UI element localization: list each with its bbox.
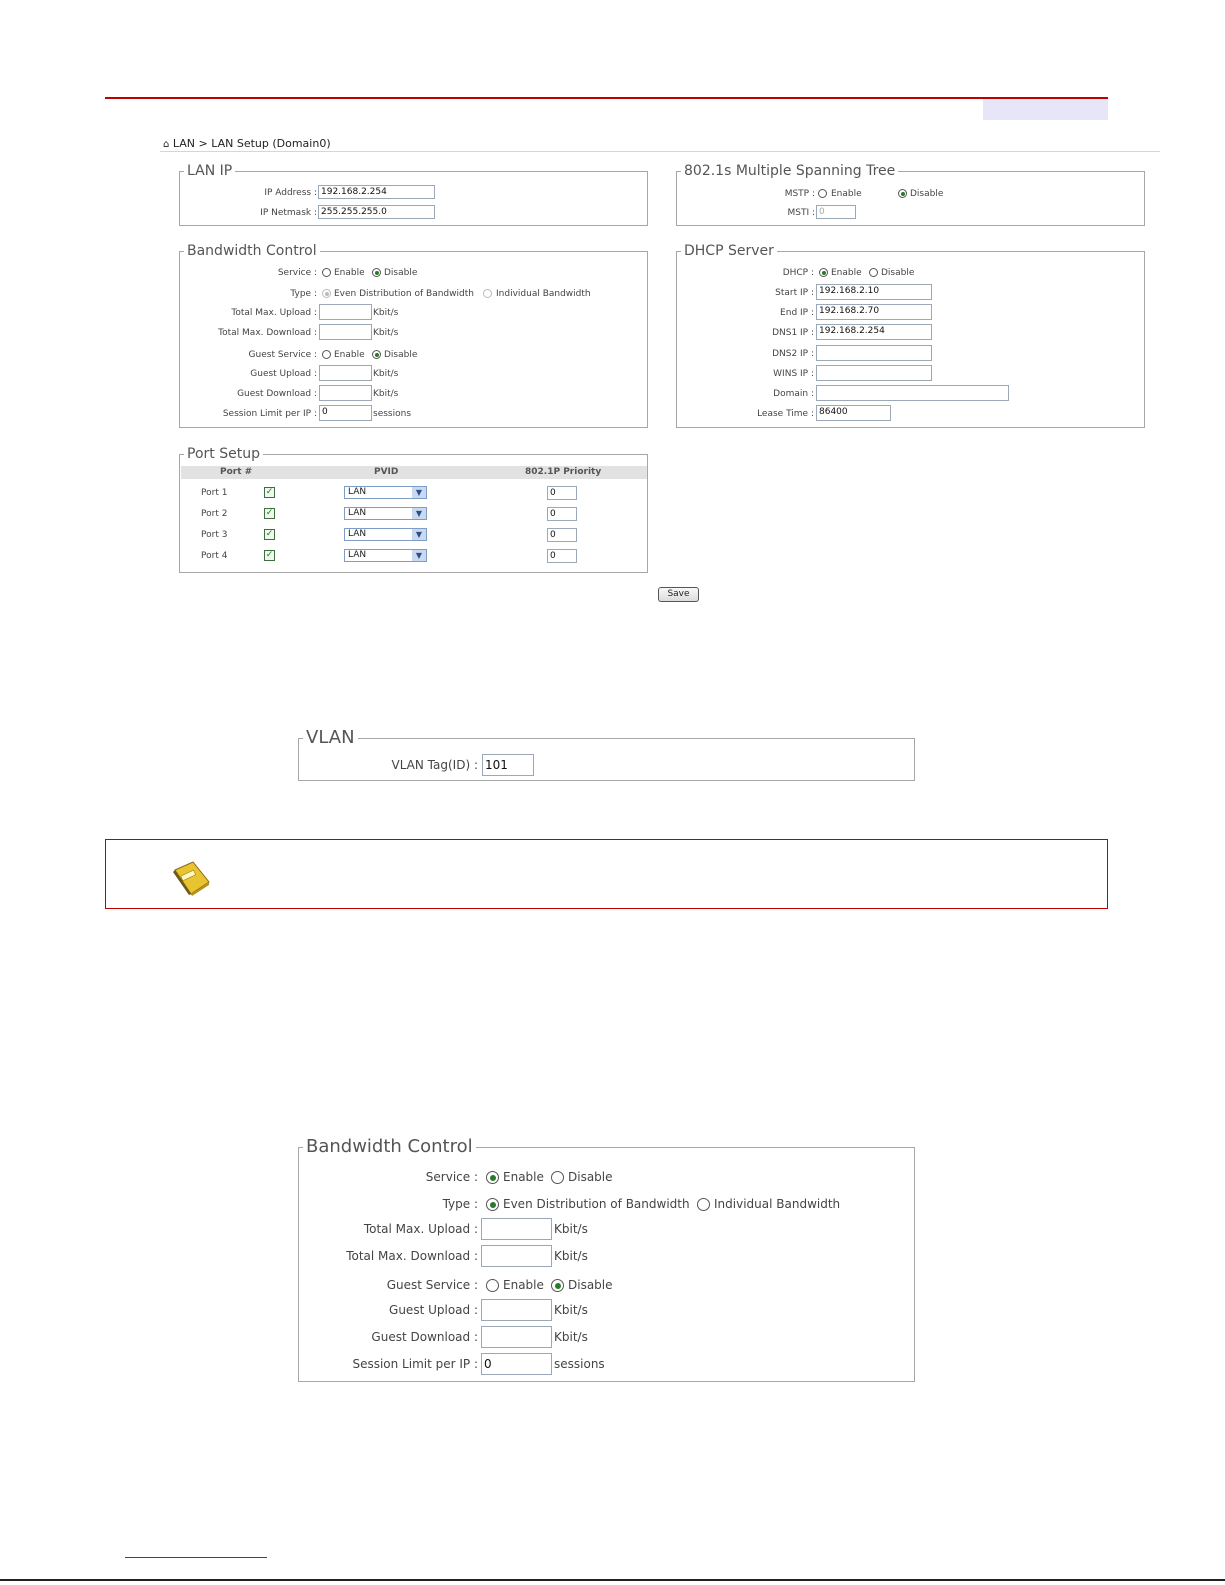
mstp-disable-label: Disable xyxy=(910,189,944,199)
bwl-guest-service-label: Guest Service : xyxy=(386,1278,478,1292)
port-2-priority-input[interactable]: 0 xyxy=(547,507,577,521)
port-header: Port # xyxy=(220,467,253,477)
port-1-pvid-select[interactable] xyxy=(344,486,427,499)
bwl-guest-enable-label: Enable xyxy=(503,1278,544,1292)
priority-header: 802.1P Priority xyxy=(525,467,602,477)
bwl-type-individual-label: Individual Bandwidth xyxy=(714,1197,841,1211)
ip-address-label: IP Address : xyxy=(264,188,317,198)
bandwidth-large-legend: Bandwidth Control xyxy=(306,1136,473,1157)
dhcp-label: DHCP : xyxy=(782,268,814,278)
bw-type-label: Type : xyxy=(290,289,317,299)
dhcp-end-ip-label: End IP : xyxy=(780,308,814,318)
bwl-type-even-label: Even Distribution of Bandwidth xyxy=(503,1197,690,1211)
chevron-down-icon: ▼ xyxy=(412,508,426,519)
bwl-session-limit-label: Session Limit per IP : xyxy=(352,1357,478,1371)
dhcp-disable-radio[interactable] xyxy=(869,268,878,277)
breadcrumb-text: LAN > LAN Setup (Domain0) xyxy=(172,137,331,150)
bwl-type-individual-radio[interactable] xyxy=(697,1198,710,1211)
bw-guest-download-label: Guest Download : xyxy=(237,389,317,399)
ip-netmask-input[interactable]: 255.255.255.0 xyxy=(318,205,435,219)
bwl-guest-upload-input[interactable] xyxy=(481,1299,552,1321)
bw-total-upload-unit: Kbit/s xyxy=(373,308,399,318)
dhcp-wins-label: WINS IP : xyxy=(773,369,814,379)
bwl-total-upload-label: Total Max. Upload : xyxy=(363,1222,478,1236)
bw-session-limit-label: Session Limit per IP : xyxy=(222,409,317,419)
bw-session-limit-input[interactable]: 0 xyxy=(319,405,372,421)
port-1-pvid-value: LAN xyxy=(348,487,367,497)
bw-total-download-unit: Kbit/s xyxy=(373,328,399,338)
bwl-service-enable-label: Enable xyxy=(503,1170,544,1184)
bw-type-even-label: Even Distribution of Bandwidth xyxy=(334,289,474,299)
bwl-service-label: Service : xyxy=(425,1170,478,1184)
dhcp-enable-radio[interactable] xyxy=(819,268,828,277)
port-4-label: Port 4 xyxy=(201,551,228,561)
bw-sessions-unit: sessions xyxy=(373,409,412,419)
port-3-checkbox[interactable]: ✓ xyxy=(265,529,274,539)
port-2-pvid-value: LAN xyxy=(348,508,367,518)
footer-rule xyxy=(0,1579,1225,1581)
bw-total-upload-label: Total Max. Upload : xyxy=(231,308,317,318)
bwl-total-upload-input[interactable] xyxy=(481,1218,552,1240)
breadcrumb xyxy=(163,137,331,150)
bw-guest-disable-label: Disable xyxy=(384,350,418,360)
port-3-pvid-value: LAN xyxy=(348,529,367,539)
bwl-total-download-input[interactable] xyxy=(481,1245,552,1267)
bw-service-enable-radio[interactable] xyxy=(322,268,331,277)
dhcp-dns2-input[interactable] xyxy=(816,345,932,361)
bwl-type-even-radio[interactable] xyxy=(486,1198,499,1211)
bw-service-enable-label: Enable xyxy=(334,268,365,278)
dhcp-lease-label: Lease Time : xyxy=(757,409,814,419)
dhcp-wins-input[interactable] xyxy=(816,365,932,381)
dhcp-domain-label: Domain : xyxy=(773,389,814,399)
vlan-tag-input[interactable]: 101 xyxy=(482,754,534,776)
dhcp-start-ip-label: Start IP : xyxy=(775,288,814,298)
bwl-service-disable-label: Disable xyxy=(568,1170,613,1184)
bw-guest-disable-radio[interactable] xyxy=(372,350,381,359)
note-book-icon xyxy=(171,860,211,896)
port-2-label: Port 2 xyxy=(201,509,228,519)
chevron-down-icon: ▼ xyxy=(412,529,426,540)
dhcp-start-ip-input[interactable]: 192.168.2.10 xyxy=(816,284,932,300)
pvid-header: PVID xyxy=(374,467,399,477)
bw-total-upload-input[interactable] xyxy=(319,304,372,320)
breadcrumb-divider xyxy=(160,151,1160,152)
mstp-enable-radio[interactable] xyxy=(818,189,827,198)
bw-type-even-radio[interactable] xyxy=(322,289,331,298)
port-4-priority-input[interactable]: 0 xyxy=(547,549,577,563)
port-2-checkbox[interactable]: ✓ xyxy=(265,508,274,518)
vlan-tag-label: VLAN Tag(ID) : xyxy=(391,758,478,772)
header-rule xyxy=(105,97,1108,99)
dhcp-legend: DHCP Server xyxy=(684,243,774,259)
bw-service-disable-radio[interactable] xyxy=(372,268,381,277)
bwl-total-download-label: Total Max. Download : xyxy=(346,1249,478,1263)
bw-total-download-input[interactable] xyxy=(319,324,372,340)
ip-address-input[interactable]: 192.168.2.254 xyxy=(318,185,435,199)
port-setup-legend: Port Setup xyxy=(187,446,260,462)
bwl-guest-download-input[interactable] xyxy=(481,1326,552,1348)
dhcp-end-ip-input[interactable]: 192.168.2.70 xyxy=(816,304,932,320)
bwl-total-download-unit: Kbit/s xyxy=(554,1249,588,1263)
home-icon: ⌂ xyxy=(163,139,170,150)
bw-service-disable-label: Disable xyxy=(384,268,418,278)
bwl-sessions-unit: sessions xyxy=(554,1357,605,1371)
port-3-priority-input[interactable]: 0 xyxy=(547,528,577,542)
bw-guest-download-input[interactable] xyxy=(319,385,372,401)
bwl-type-label: Type : xyxy=(442,1197,478,1211)
dhcp-disable-label: Disable xyxy=(881,268,915,278)
bw-service-label: Service : xyxy=(277,268,317,278)
mstp-disable-radio[interactable] xyxy=(898,189,907,198)
port-2-pvid-select[interactable] xyxy=(344,507,427,520)
dhcp-dns2-label: DNS2 IP : xyxy=(772,349,814,359)
mstp-enable-label: Enable xyxy=(831,189,862,199)
footer-link-underline xyxy=(125,1557,267,1558)
bwl-guest-enable-radio[interactable] xyxy=(486,1279,499,1292)
bwl-total-upload-unit: Kbit/s xyxy=(554,1222,588,1236)
bwl-guest-download-label: Guest Download : xyxy=(371,1330,478,1344)
bwl-session-limit-input[interactable]: 0 xyxy=(481,1353,552,1375)
vlan-panel xyxy=(298,728,915,781)
port-1-checkbox[interactable]: ✓ xyxy=(265,487,274,497)
bw-guest-enable-radio[interactable] xyxy=(322,350,331,359)
port-4-pvid-select[interactable] xyxy=(344,549,427,562)
port-3-label: Port 3 xyxy=(201,530,228,540)
bwl-guest-upload-label: Guest Upload : xyxy=(389,1303,478,1317)
port-1-priority-input[interactable]: 0 xyxy=(547,486,577,500)
chevron-down-icon: ▼ xyxy=(412,550,426,561)
bw-type-individual-label: Individual Bandwidth xyxy=(496,289,591,299)
save-button[interactable]: Save xyxy=(658,587,699,602)
bw-guest-upload-input[interactable] xyxy=(319,365,372,381)
ip-netmask-label: IP Netmask : xyxy=(260,208,317,218)
bwl-guest-upload-unit: Kbit/s xyxy=(554,1303,588,1317)
port-4-pvid-value: LAN xyxy=(348,550,367,560)
msti-label: MSTI : xyxy=(787,208,815,218)
note-box xyxy=(105,839,1108,909)
chevron-down-icon: ▼ xyxy=(412,487,426,498)
bw-guest-enable-label: Enable xyxy=(334,350,365,360)
port-4-checkbox[interactable]: ✓ xyxy=(265,550,274,560)
mstp-label: MSTP : xyxy=(784,189,815,199)
bwl-service-enable-radio[interactable] xyxy=(486,1171,499,1184)
port-3-pvid-select[interactable] xyxy=(344,528,427,541)
dhcp-domain-input[interactable] xyxy=(816,385,1009,401)
bwl-guest-download-unit: Kbit/s xyxy=(554,1330,588,1344)
bandwidth-legend: Bandwidth Control xyxy=(187,243,317,259)
dhcp-dns1-input[interactable]: 192.168.2.254 xyxy=(816,324,932,340)
dhcp-dns1-label: DNS1 IP : xyxy=(772,328,814,338)
bw-guest-upload-unit: Kbit/s xyxy=(373,369,399,379)
mstp-legend: 802.1s Multiple Spanning Tree xyxy=(684,163,896,179)
bwl-guest-disable-radio[interactable] xyxy=(551,1279,564,1292)
bw-guest-download-unit: Kbit/s xyxy=(373,389,399,399)
bwl-guest-disable-label: Disable xyxy=(568,1278,613,1292)
bwl-service-disable-radio[interactable] xyxy=(551,1171,564,1184)
bw-guest-upload-label: Guest Upload : xyxy=(250,369,317,379)
bw-total-download-label: Total Max. Download : xyxy=(218,328,317,338)
vlan-legend: VLAN xyxy=(306,727,355,748)
bw-type-individual-radio[interactable] xyxy=(483,289,492,298)
msti-input[interactable]: 0 xyxy=(816,205,856,219)
header-tab xyxy=(983,99,1108,120)
port-1-label: Port 1 xyxy=(201,488,228,498)
bw-guest-service-label: Guest Service : xyxy=(248,350,317,360)
dhcp-lease-input[interactable]: 86400 xyxy=(816,405,891,421)
lan-ip-legend: LAN IP xyxy=(187,163,233,179)
dhcp-enable-label: Enable xyxy=(831,268,862,278)
